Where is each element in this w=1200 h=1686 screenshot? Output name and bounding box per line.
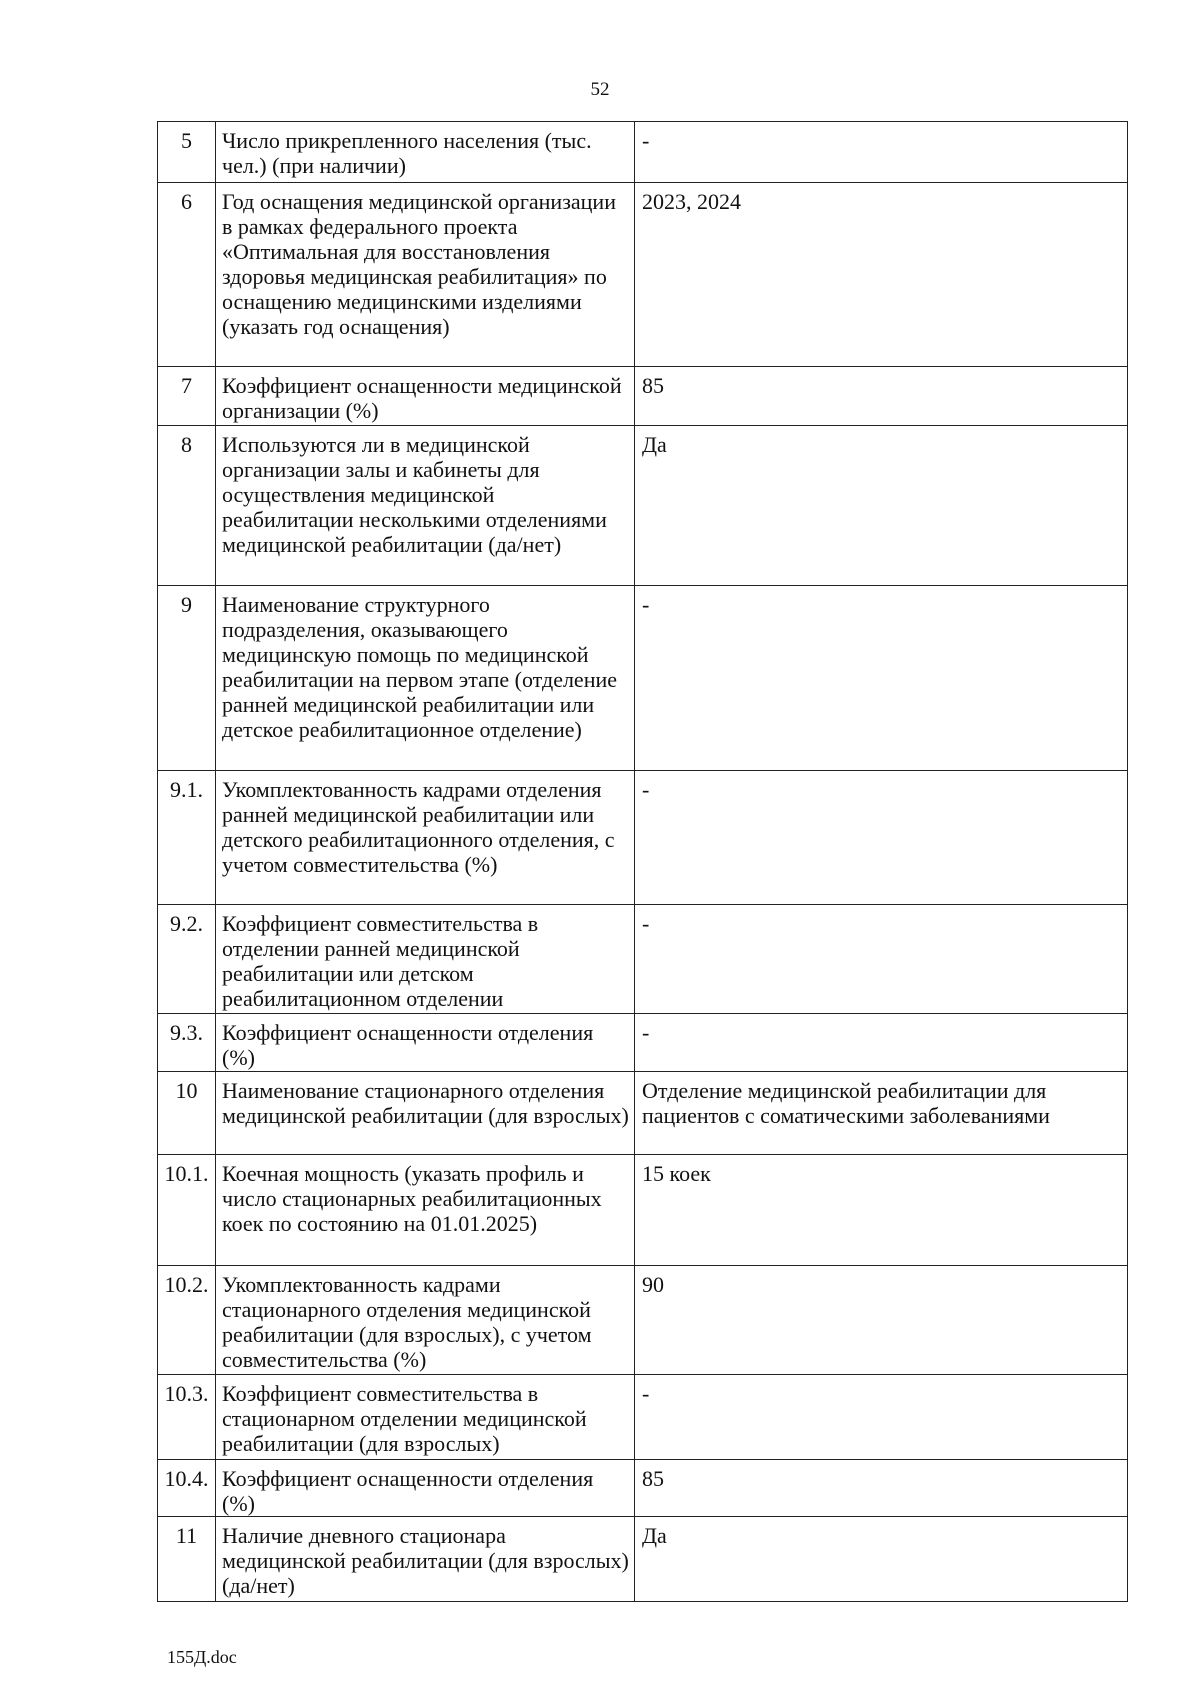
row-value: - [635, 586, 1128, 771]
row-description: Используются ли в медицинской организации залы и кабинеты для осуществления медицинской реабилитации несколькими отделениями медицинской реабилитации (да/нет) [216, 426, 635, 586]
row-description: Число прикрепленного населения (тыс. чел.) (при наличии) [216, 122, 635, 183]
row-value: 2023, 2024 [635, 183, 1128, 367]
row-value: Да [635, 426, 1128, 586]
table-row [158, 1517, 1128, 1602]
row-description: Наименование структурного подразделения, оказывающего медицинскую помощь по медицинской реабилитации на первом этапе (отделение ранней медицинской реабилитации или детское реабилитационное отделение) [216, 586, 635, 771]
table-row [158, 1375, 1128, 1460]
row-value: - [635, 1375, 1128, 1460]
table-row [158, 586, 1128, 771]
row-value: 15 коек [635, 1155, 1128, 1266]
table-row [158, 183, 1128, 367]
row-description: Коэффициент совместительства в стационарном отделении медицинской реабилитации (для взрослых) [216, 1375, 635, 1460]
row-description: Коэффициент оснащенности медицинской организации (%) [216, 367, 635, 426]
table-row [158, 367, 1128, 426]
table-row [158, 905, 1128, 1014]
row-value: Да [635, 1517, 1128, 1602]
row-description: Укомплектованность кадрами отделения ранней медицинской реабилитации или детского реабилитационного отделения, с учетом совместительства (%) [216, 771, 635, 905]
row-number: 6 [158, 183, 216, 367]
row-value: - [635, 905, 1128, 1014]
row-description: Год оснащения медицинской организации в рамках федерального проекта «Оптимальная для восстановления здоровья медицинская реабилитация» по оснащению медицинскими изделиями (указать год оснащения) [216, 183, 635, 367]
row-number: 9.3. [158, 1014, 216, 1072]
row-value: Отделение медицинской реабилитации для пациентов с соматическими заболеваниями [635, 1072, 1128, 1155]
row-value: 90 [635, 1266, 1128, 1375]
page-number: 52 [590, 79, 610, 100]
row-description: Коэффициент оснащенности отделения (%) [216, 1014, 635, 1072]
row-number: 10.2. [158, 1266, 216, 1375]
row-number: 10.4. [158, 1460, 216, 1517]
table-row [158, 1266, 1128, 1375]
table-row [158, 1072, 1128, 1155]
table-row [158, 771, 1128, 905]
table-row [158, 1460, 1128, 1517]
row-description: Коечная мощность (указать профиль и число стационарных реабилитационных коек по состоянию на 01.01.2025) [216, 1155, 635, 1266]
table-row [158, 1155, 1128, 1266]
row-number: 9.1. [158, 771, 216, 905]
footer-filename: 155Д.doc [167, 1647, 237, 1667]
row-value: - [635, 771, 1128, 905]
row-number: 5 [158, 122, 216, 183]
row-number: 11 [158, 1517, 216, 1602]
data-table [157, 121, 1128, 1602]
row-description: Наличие дневного стационара медицинской реабилитации (для взрослых) (да/нет) [216, 1517, 635, 1602]
row-number: 10.1. [158, 1155, 216, 1266]
row-number: 7 [158, 367, 216, 426]
table-row [158, 1014, 1128, 1072]
row-number: 8 [158, 426, 216, 586]
row-number: 9 [158, 586, 216, 771]
row-number: 10 [158, 1072, 216, 1155]
table-row [158, 122, 1128, 183]
row-value: - [635, 122, 1128, 183]
table-row [158, 426, 1128, 586]
row-description: Коэффициент совместительства в отделении ранней медицинской реабилитации или детском реабилитационном отделении [216, 905, 635, 1014]
row-description: Укомплектованность кадрами стационарного отделения медицинской реабилитации (для взрослых), с учетом совместительства (%) [216, 1266, 635, 1375]
row-value: 85 [635, 367, 1128, 426]
row-value: - [635, 1014, 1128, 1072]
row-description: Наименование стационарного отделения медицинской реабилитации (для взрослых) [216, 1072, 635, 1155]
row-number: 10.3. [158, 1375, 216, 1460]
row-number: 9.2. [158, 905, 216, 1014]
row-value: 85 [635, 1460, 1128, 1517]
row-description: Коэффициент оснащенности отделения (%) [216, 1460, 635, 1517]
